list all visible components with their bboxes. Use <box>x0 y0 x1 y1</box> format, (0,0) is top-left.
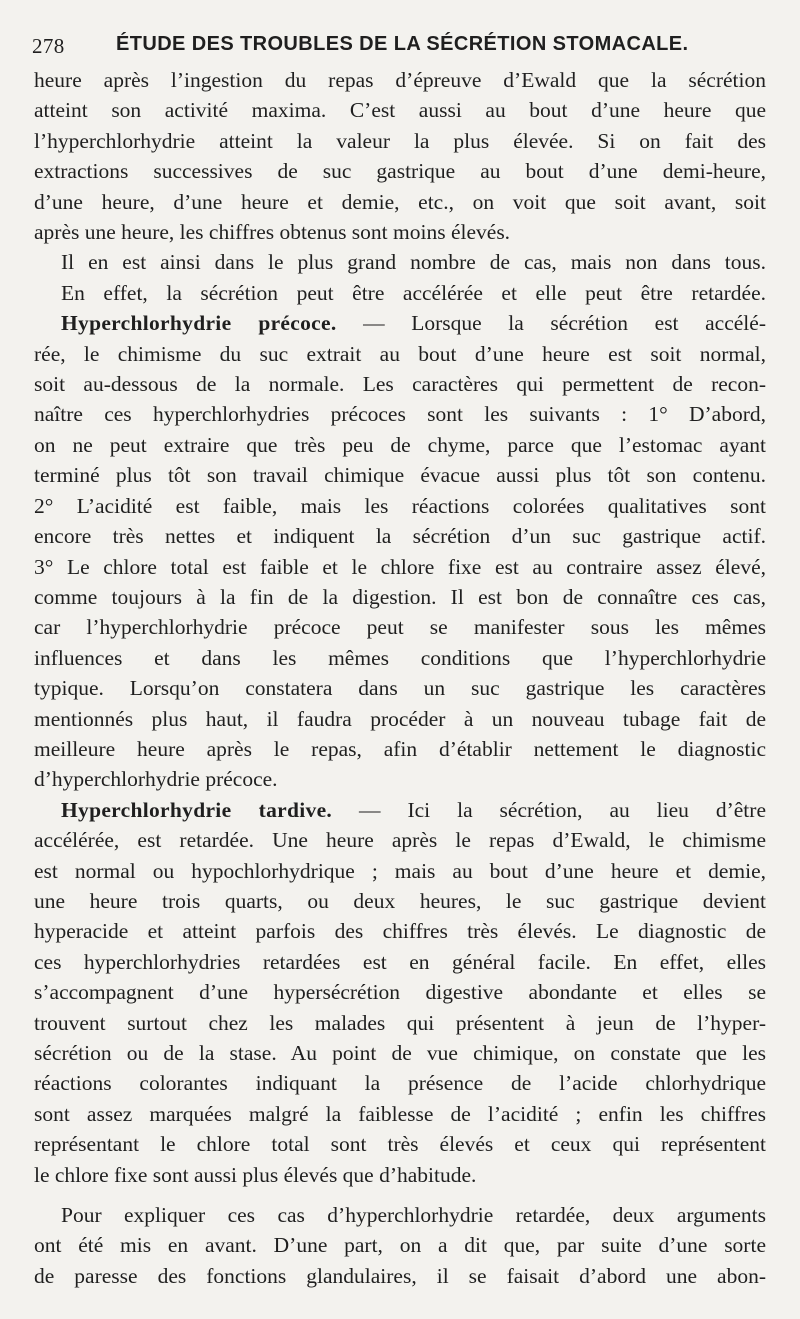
text-line: naître ces hyperchlorhydries précoces sont les suivants : 1° D’abord, <box>34 402 766 427</box>
section-heading: Hyperchlorhydrie tardive. <box>61 797 333 822</box>
paragraph-gap <box>34 1190 766 1200</box>
text-line: rée, le chimisme du suc extrait au bout d’une heure est soit normal, <box>34 341 766 366</box>
text-line: extractions successives de suc gastrique au bout d’une demi-heure, <box>34 159 766 184</box>
text-line: sont assez marquées malgré la faiblesse de l’acidité ; enfin les chiffres <box>34 1101 766 1126</box>
paragraph <box>34 1200 766 1291</box>
text-line: typique. Lorsqu’on constatera dans un suc gastrique les caractères <box>34 676 766 701</box>
text-line: atteint son activité maxima. C’est aussi au bout d’une heure que <box>34 98 766 123</box>
text-line: influences et dans les mêmes conditions que l’hyperchlorhydrie <box>34 645 766 670</box>
text-fragment: — Lorsque la sécrétion est accélé- <box>336 311 766 336</box>
text-line: encore très nettes et indiquent la sécrétion d’un suc gastrique actif. <box>34 524 766 549</box>
page-number: 278 <box>32 34 65 58</box>
text-line <box>34 795 766 825</box>
paragraph-hyperchlorhydrie-precoce <box>34 308 766 795</box>
paragraph-hyperchlorhydrie-tardive <box>34 795 766 1190</box>
text-line: s’accompagnent d’une hypersécrétion digestive abondante et elles se <box>34 980 766 1005</box>
text-line: 2° L’acidité est faible, mais les réactions colorées qualitatives sont <box>34 493 766 518</box>
text-line: d’hyperchlorhydrie précoce. <box>34 767 278 792</box>
text-line: l’hyperchlorhydrie atteint la valeur la plus élevée. Si on fait des <box>34 128 766 153</box>
text-line: trouvent surtout chez les malades qui présentent à jeun de l’hyper- <box>34 1010 766 1035</box>
text-line: Il en est ainsi dans le plus grand nombre de cas, mais non dans tous. <box>61 250 766 275</box>
text-line: représentant le chlore total sont très élevés et ceux qui représentent <box>34 1132 766 1157</box>
text-line: heure après l’ingestion du repas d’épreuve d’Ewald que la sécrétion <box>34 68 766 92</box>
text-line: le chlore fixe sont aussi plus élevés que d’habitude. <box>34 1162 477 1187</box>
paragraph <box>34 65 766 247</box>
text-line: est normal ou hypochlorhydrique ; mais au bout d’une heure et demie, <box>34 858 766 883</box>
text-line: terminé plus tôt son travail chimique évacue aussi plus tôt son contenu. <box>34 463 766 488</box>
text-line <box>34 308 766 338</box>
text-line: Pour expliquer ces cas d’hyperchlorhydrie retardée, deux arguments <box>61 1203 766 1228</box>
text-line: comme toujours à la fin de la digestion. Il est bon de connaître ces cas, <box>34 584 766 609</box>
text-line: En effet, la sécrétion peut être accélérée et elle peut être retardée. <box>61 280 766 305</box>
text-line: mentionnés plus haut, il faudra procéder à un nouveau tubage fait de <box>34 706 766 731</box>
text-line: sécrétion ou de la stase. Au point de vue chimique, on constate que les <box>34 1041 766 1065</box>
paragraph <box>34 247 766 308</box>
text-line: de paresse des fonctions glandulaires, il se faisait d’abord une abon- <box>34 1263 766 1288</box>
text-line: ont été mis en avant. D’une part, on a dit que, par suite d’une sorte <box>34 1233 766 1258</box>
text-line: hyperacide et atteint parfois des chiffres très élevés. Le diagnostic de <box>34 919 766 944</box>
text-line: d’une heure, d’une heure et demie, etc., on voit que soit avant, soit <box>34 189 766 214</box>
text-line: 3° Le chlore total est faible et le chlore fixe est au contraire assez élevé, <box>34 554 766 579</box>
text-line: réactions colorantes indiquant la présence de l’acide chlorhydrique <box>34 1071 766 1096</box>
text-line: après une heure, les chiffres obtenus sont moins élevés. <box>34 220 511 245</box>
text-fragment: — Ici la sécrétion, au lieu d’être <box>332 797 766 822</box>
text-line: soit au-dessous de la normale. Les caractères qui permettent de recon- <box>34 372 766 397</box>
body-text <box>34 65 766 1291</box>
text-line: on ne peut extraire que très peu de chyme, parce que l’estomac ayant <box>34 432 766 457</box>
text-line: accélérée, est retardée. Une heure après le repas d’Ewald, le chimisme <box>34 828 766 853</box>
text-line: ces hyperchlorhydries retardées est en général facile. En effet, elles <box>34 949 766 974</box>
text-line: car l’hyperchlorhydrie précoce peut se manifester sous les mêmes <box>34 615 766 640</box>
text-line: meilleure heure après le repas, afin d’établir nettement le diagnostic <box>34 736 766 761</box>
running-title: ÉTUDE DES TROUBLES DE LA SÉCRÉTION STOMACALE. <box>116 33 689 55</box>
section-heading: Hyperchlorhydrie précoce. <box>61 311 337 336</box>
text-line: une heure trois quarts, ou deux heures, le suc gastrique devient <box>34 888 766 913</box>
page-header <box>32 30 770 60</box>
